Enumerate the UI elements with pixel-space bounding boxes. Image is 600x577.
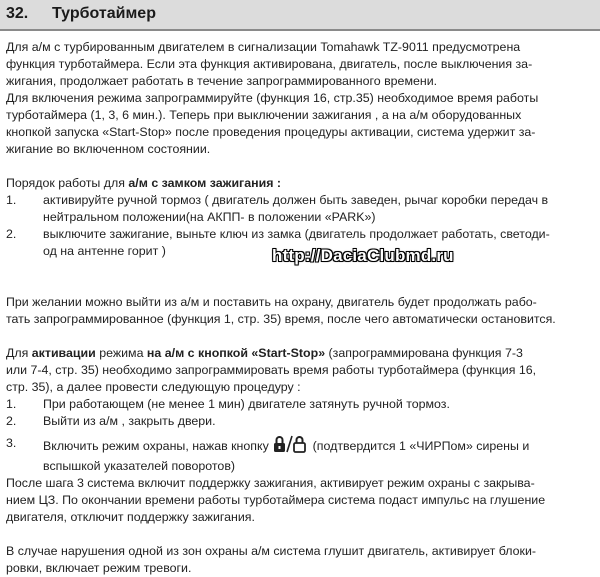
text-line: тать запрограммированное (функция 1, стр. 35) время, после чего автоматически остановится. bbox=[6, 312, 556, 326]
text-line: жигания, продолжает работать в течение запрограммированного времени. bbox=[6, 74, 438, 88]
text-line: При работающем (не менее 1 мин) двигателе затянуть ручной тормоз. bbox=[43, 397, 450, 411]
exit-paragraph bbox=[6, 294, 596, 328]
alarm-paragraph bbox=[6, 543, 596, 577]
heading-text: Порядок работы для bbox=[6, 176, 129, 190]
document-body bbox=[6, 39, 596, 577]
text-line: жигание во включенном состоянии. bbox=[6, 142, 211, 156]
item-number: 1. bbox=[6, 193, 17, 207]
intro-paragraph bbox=[6, 39, 596, 158]
bold-span: на а/м с кнопкой «Start-Stop» bbox=[146, 346, 326, 360]
text-span: (запрограммирована функция 7-3 bbox=[325, 346, 523, 360]
text-span: Включить режим охраны, нажав кнопку bbox=[43, 439, 273, 453]
list-item bbox=[6, 396, 596, 413]
startstop-steps bbox=[6, 396, 596, 475]
text-line: нейтральном положении(на АКПП- в положении «PARK») bbox=[43, 210, 376, 224]
text-line: Для а/м с турбированным двигателем в сигнализации Tomahawk TZ-9011 предусмотрена bbox=[6, 40, 521, 54]
text-span: Для bbox=[6, 346, 32, 360]
bold-span: активации bbox=[31, 346, 96, 360]
startstop-heading bbox=[6, 345, 596, 362]
item-number: 2. bbox=[6, 227, 17, 241]
item-number: 2. bbox=[6, 414, 17, 428]
text-line: нием ЦЗ. По окончании времени работы турботаймера система подаст импульс на глушение bbox=[6, 493, 546, 507]
startstop-section bbox=[6, 345, 596, 526]
text-line: стр. 35), а далее провести следующую процедуру : bbox=[6, 380, 301, 394]
heading-bold: а/м с замком зажигания : bbox=[128, 176, 282, 190]
text-line: Выйти из а/м , закрыть двери. bbox=[43, 414, 216, 428]
lock-unlock-icon bbox=[273, 435, 307, 458]
list-item bbox=[6, 192, 596, 226]
text-line: вспышкой указателей поворотов) bbox=[43, 459, 236, 473]
item-number: 1. bbox=[6, 397, 17, 411]
text-line: При желании можно выйти из а/м и поставить на охрану, двигатель будет продолжать рабо- bbox=[6, 295, 537, 309]
text-line: или 7-4, стр. 35) необходимо запрограммировать время работы турботаймера (функция 16, bbox=[6, 363, 537, 377]
list-item bbox=[6, 413, 596, 430]
text-line: кнопкой запуска «Start-Stop» после проведения процедуры активации, система удержит за- bbox=[6, 125, 536, 139]
text-span: (подтвердится 1 «ЧИРПом» сирены и bbox=[309, 439, 530, 453]
text-line: од на антенне горит ) bbox=[43, 244, 166, 258]
item-number: 3. bbox=[6, 436, 17, 450]
text-line: В случае нарушения одной из зон охраны а/м система глушит двигатель, активирует блоки- bbox=[6, 544, 537, 558]
text-line: активируйте ручной тормоз ( двигатель должен быть заведен, рычаг коробки передач в bbox=[43, 193, 549, 207]
section-number: 32. bbox=[6, 5, 29, 22]
section-header bbox=[0, 0, 600, 31]
text-line: функция турботаймера. Если эта функция активирована, двигатель, после выключения за- bbox=[6, 57, 533, 71]
text-line: двигателя, отключит поддержку зажигания. bbox=[6, 510, 255, 524]
text-line bbox=[43, 435, 596, 458]
list-item bbox=[6, 435, 596, 475]
text-line: турботаймера (1, 3, 6 мин.). Теперь при выключении зажигания , а на а/м оборудованных bbox=[6, 108, 522, 122]
section-title: Турботаймер bbox=[52, 5, 156, 22]
ignition-heading bbox=[6, 175, 596, 192]
text-line: ровки, включает режим тревоги. bbox=[6, 561, 192, 575]
text-line: Для включения режима запрограммируйте (функция 16, стр.35) необходимое время работы bbox=[6, 91, 539, 105]
text-line: выключите зажигание, выньте ключ из замка (двигатель продолжает работать, светоди- bbox=[43, 227, 550, 241]
text-span: режима bbox=[95, 346, 147, 360]
watermark-link: http://DaciaClubmd.ru bbox=[272, 246, 454, 265]
text-line: После шага 3 система включит поддержку зажигания, активирует режим охраны с закрыва- bbox=[6, 476, 535, 490]
